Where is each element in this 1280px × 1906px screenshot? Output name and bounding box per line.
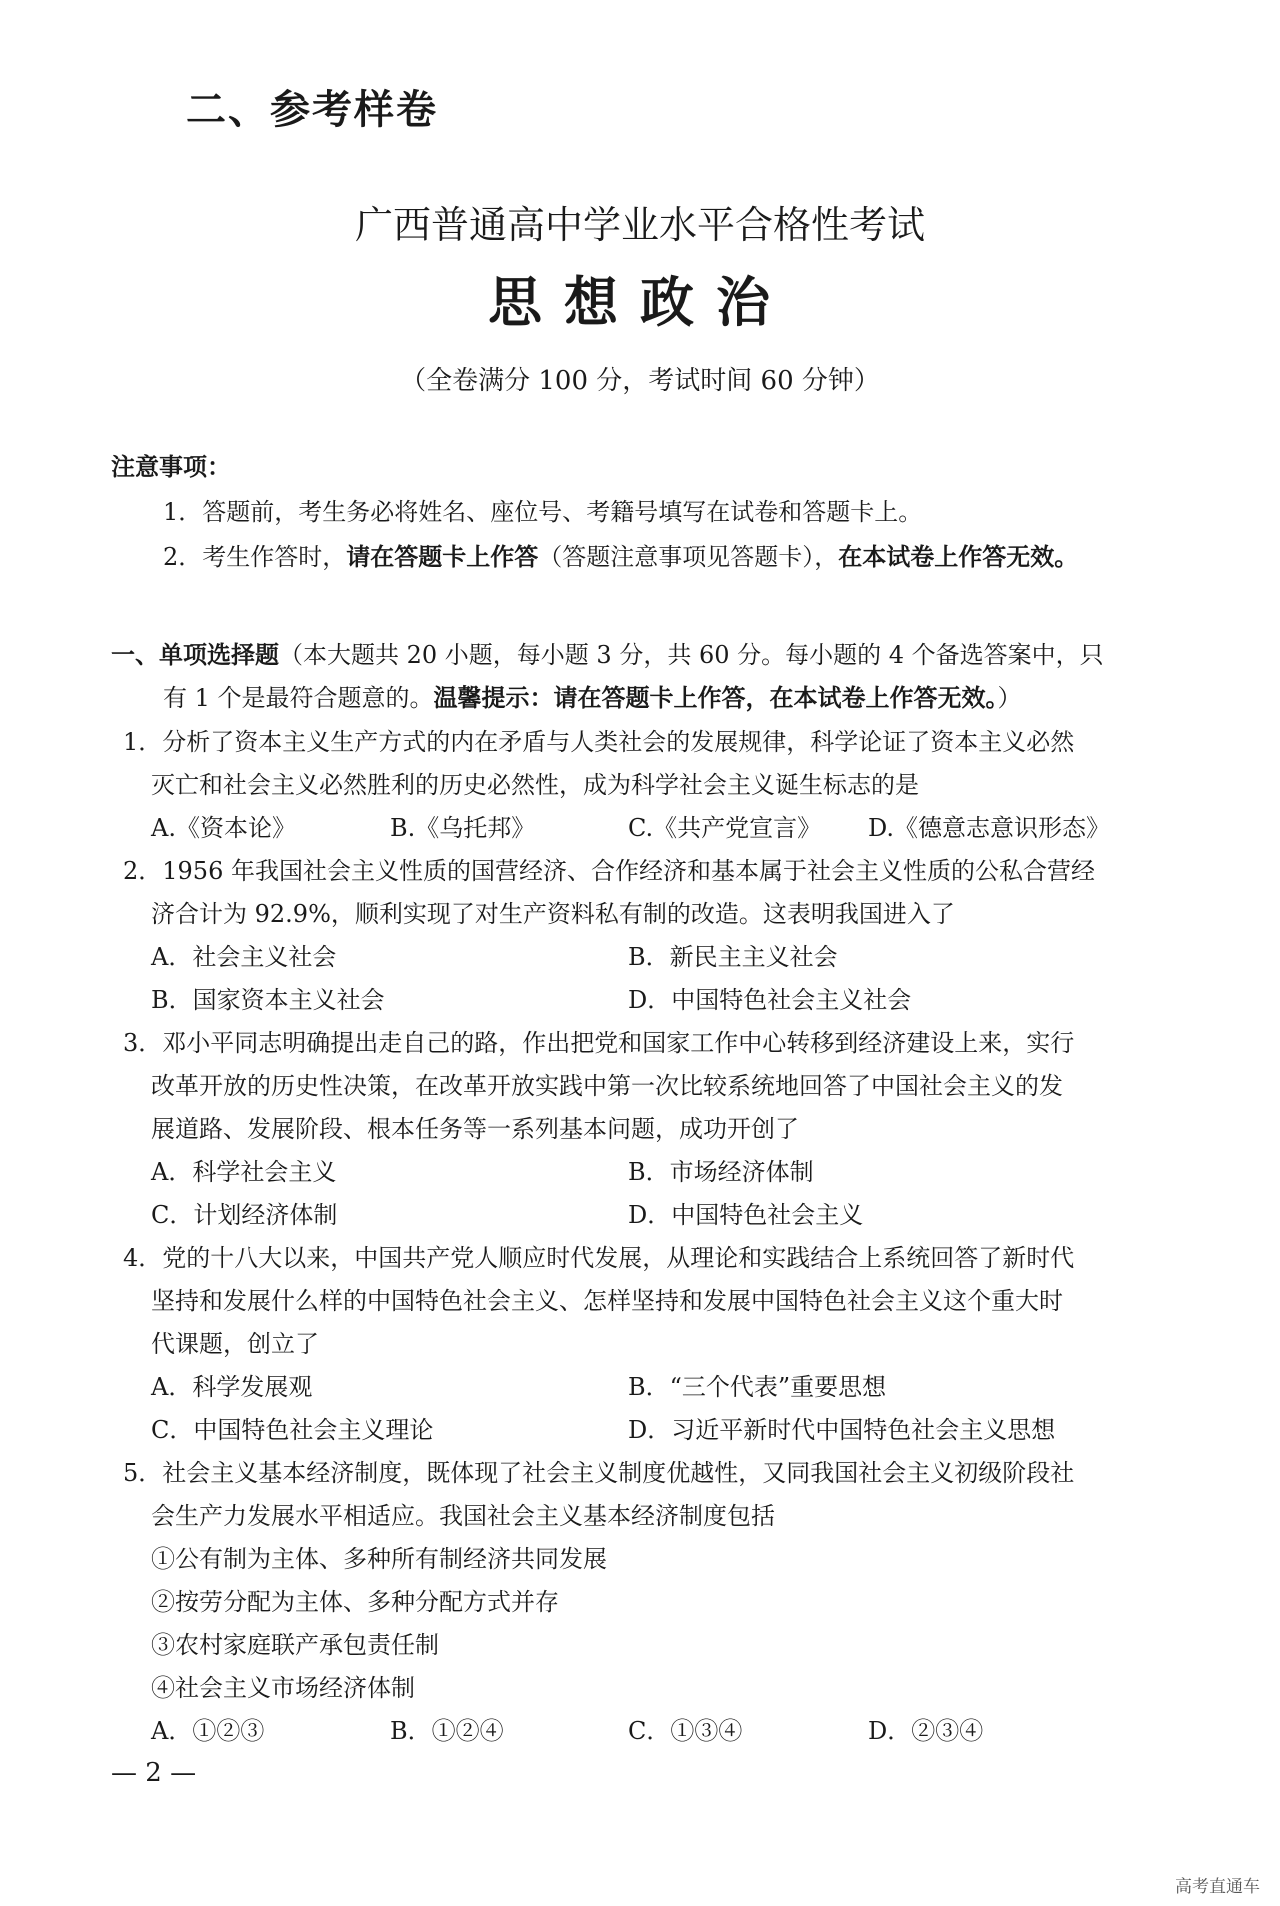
q4-stem-1: 4．党的十八大以来，中国共产党人顺应时代发展，从理论和实践结合上系统回答了新时代 [123, 1244, 1075, 1272]
q2-option-d: D．中国特色社会主义社会 [628, 986, 912, 1014]
q3-stem-3: 展道路、发展阶段、根本任务等一系列基本问题，成功开创了 [151, 1115, 799, 1143]
section-heading: 二、参考样卷 [186, 87, 438, 133]
notice-item-2-warning: 在本试卷上作答无效。 [838, 543, 1079, 571]
q3-option-a: A．科学社会主义 [151, 1158, 337, 1186]
part1-intro-d: ） [997, 684, 1022, 712]
paper-subject: 思想政治 [488, 271, 792, 334]
watermark: 高考直通车 [1175, 1877, 1260, 1897]
q3-option-d: D．中国特色社会主义 [628, 1201, 864, 1229]
q4-option-b: B．“三个代表”重要思想 [628, 1373, 887, 1401]
q1-option-d: D.《德意志意识形态》 [868, 814, 1111, 842]
q2-option-a: A．社会主义社会 [151, 943, 337, 971]
part1-intro-line1 [111, 640, 1104, 670]
page-number: — 2 — [111, 1758, 197, 1788]
q5-stem-2: 会生产力发展水平相适应。我国社会主义基本经济制度包括 [151, 1502, 775, 1530]
q5-option-d: D．②③④ [868, 1717, 984, 1745]
paper-note: （全卷满分 100 分，考试时间 60 分钟） [400, 366, 880, 396]
part1-tip: 温馨提示：请在答题卡上作答，在本试卷上作答无效。 [433, 684, 998, 712]
notice-item-2-text: 2．考生作答时， [163, 543, 347, 571]
q2-option-b: B．新民主主义社会 [628, 943, 838, 971]
q4-stem-2: 坚持和发展什么样的中国特色社会主义、怎样坚持和发展中国特色社会主义这个重大时 [151, 1287, 1063, 1315]
notice-item-1: 1．答题前，考生务必将姓名、座位号、考籍号填写在试卷和答题卡上。 [163, 498, 923, 526]
q5-statement-1: ①公有制为主体、多种所有制经济共同发展 [151, 1545, 607, 1573]
q1-option-c: C.《共产党宣言》 [628, 814, 822, 842]
q4-option-c: C．中国特色社会主义理论 [151, 1416, 434, 1444]
q5-statement-3: ③农村家庭联产承包责任制 [151, 1631, 439, 1659]
q5-option-b: B．①②④ [390, 1717, 504, 1745]
q4-option-a: A．科学发展观 [151, 1373, 313, 1401]
q5-option-a: A．①②③ [151, 1717, 265, 1745]
part1-intro-a: （本大题共 20 小题，每小题 3 分，共 60 分。每小题的 4 个备选答案中，只 [279, 641, 1104, 669]
q3-option-b: B．市场经济体制 [628, 1158, 814, 1186]
q5-stem-1: 5．社会主义基本经济制度，既体现了社会主义制度优越性，又同我国社会主义初级阶段社 [123, 1459, 1075, 1487]
part1-intro-b: 有 1 个是最符合题意的。 [163, 684, 434, 712]
q1-option-b: B.《乌托邦》 [390, 814, 536, 842]
q2-option-c: B．国家资本主义社会 [151, 986, 385, 1014]
notice-item-2 [163, 542, 1078, 572]
q3-stem-1: 3．邓小平同志明确提出走自己的路，作出把党和国家工作中心转移到经济建设上来，实行 [123, 1029, 1075, 1057]
q1-stem-2: 灭亡和社会主义必然胜利的历史必然性，成为科学社会主义诞生标志的是 [151, 771, 919, 799]
notice-item-2-bold: 请在答题卡上作答 [346, 543, 539, 571]
q4-option-d: D．习近平新时代中国特色社会主义思想 [628, 1416, 1056, 1444]
notice-item-2-paren: （答题注意事项见答题卡）， [538, 543, 839, 571]
q5-statement-4: ④社会主义市场经济体制 [151, 1674, 415, 1702]
q1-stem-1: 1．分析了资本主义生产方式的内在矛盾与人类社会的发展规律，科学论证了资本主义必然 [123, 728, 1075, 756]
part1-heading: 一、单项选择题 [111, 641, 279, 669]
q5-statement-2: ②按劳分配为主体、多种分配方式并存 [151, 1588, 559, 1616]
part1-intro-line2 [163, 683, 1022, 713]
notice-heading: 注意事项： [111, 453, 231, 481]
paper-title: 广西普通高中学业水平合格性考试 [354, 203, 925, 247]
q2-stem-1: 2．1956 年我国社会主义性质的国营经济、合作经济和基本属于社会主义性质的公私合营经 [123, 857, 1095, 885]
q4-stem-3: 代课题，创立了 [151, 1330, 319, 1358]
q3-option-c: C．计划经济体制 [151, 1201, 338, 1229]
q2-stem-2: 济合计为 92.9%，顺利实现了对生产资料私有制的改造。这表明我国进入了 [151, 900, 955, 928]
q1-option-a: A.《资本论》 [151, 814, 296, 842]
q3-stem-2: 改革开放的历史性决策，在改革开放实践中第一次比较系统地回答了中国社会主义的发 [151, 1072, 1063, 1100]
q5-option-c: C．①③④ [628, 1717, 743, 1745]
